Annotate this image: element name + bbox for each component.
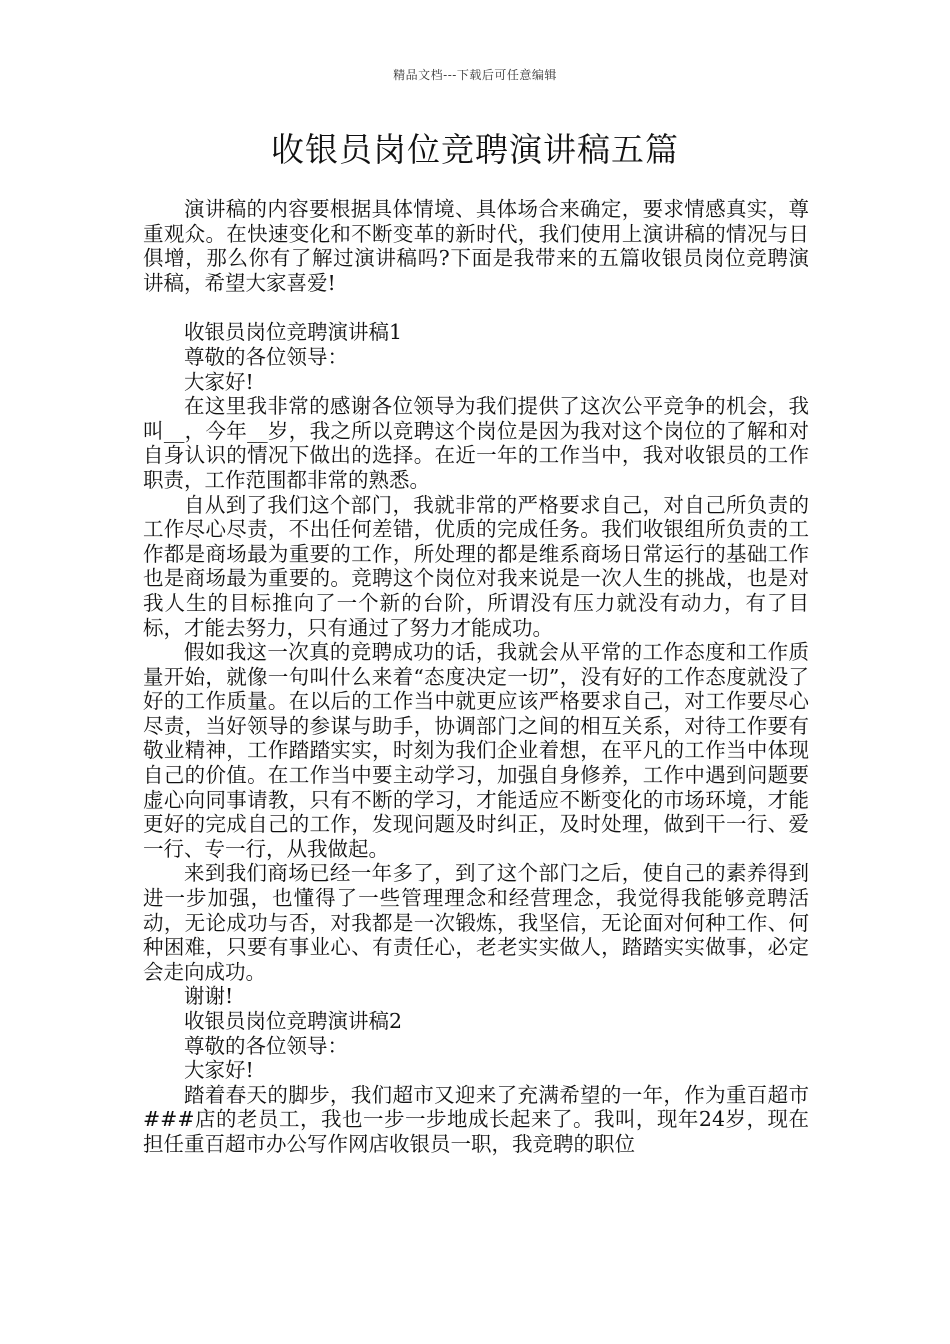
document-body <box>143 197 809 1157</box>
greeting: 大家好! <box>184 369 254 394</box>
page-title: 收银员岗位竞聘演讲稿五篇 <box>271 130 679 169</box>
body-paragraph: 踏着春天的脚步，我们超市又迎来了充满希望的一年，作为重百超市###店的老员工，我也一步一步地成长起来了。我叫，现年24岁，现在担任重百超市办公写作网店收银员一职，我竞聘的职位 <box>143 1082 809 1156</box>
body-paragraph: 自从到了我们这个部门，我就非常的严格要求自己，对自己所负责的工作尽心尽责，不出任何差错，优质的完成任务。我们收银组所负责的工作都是商场最为重要的工作，所处理的都是维系商场日常运行的基础工作也是商场最为重要的。竞聘这个岗位对我来说是一次人生的挑战，也是对我人生的目标推向了一个新的台阶，所谓没有压力就没有动力，有了目标，才能去努力，只有通过了努力才能成功。 <box>143 492 809 640</box>
section-heading-1: 收银员岗位竞聘演讲稿1 <box>184 320 403 345</box>
section-heading-2: 收银员岗位竞聘演讲稿2 <box>184 1009 403 1033</box>
body-paragraph: 来到我们商场已经一年多了，到了这个部门之后，使自己的素养得到进一步加强，也懂得了一些管理理念和经营理念，我觉得我能够竞聘活动，无论成功与否，对我都是一次锻炼，我坚信，无论面对何种工作、何种困难，只要有事业心、有责任心，老老实实做人，踏踏实实做事，必定会走向成功。 <box>143 861 809 984</box>
salutation: 尊敬的各位领导： <box>184 344 348 369</box>
greeting: 大家好! <box>184 1058 254 1083</box>
header-note: 精品文档---下载后可任意编辑 <box>393 68 557 82</box>
closing-thanks: 谢谢! <box>184 984 234 1009</box>
body-paragraph: 在这里我非常的感谢各位领导为我们提供了这次公平竞争的机会，我叫__，今年__岁，我之所以竞聘这个岗位是因为我对这个岗位的了解和对自身认识的情况下做出的选择。在近一年的工作当中，我对收银员的工作职责，工作范围都非常的熟悉。 <box>143 394 809 492</box>
salutation: 尊敬的各位领导： <box>184 1033 348 1058</box>
intro-paragraph: 演讲稿的内容要根据具体情境、具体场合来确定，要求情感真实，尊重观众。在快速变化和不断变革的新时代，我们使用上演讲稿的情况与日俱增，那么你有了解过演讲稿吗?下面是我带来的五篇收银员岗位竞聘演讲稿，希望大家喜爱! <box>143 197 809 295</box>
body-paragraph: 假如我这一次真的竞聘成功的话，我就会从平常的工作态度和工作质量开始，就像一句叫什么来着“态度决定一切”，没有好的工作态度就没了好的工作质量。在以后的工作当中就更应该严格要求自己，对工作要尽心尽责，当好领导的参谋与助手，协调部门之间的相互关系，对待工作要有敬业精神，工作踏踏实实，时刻为我们企业着想，在平凡的工作当中体现自己的价值。在工作当中要主动学习，加强自身修养，工作中遇到问题要虚心向同事请教，只有不断的学习，才能适应不断变化的市场环境，才能更好的完成自己的工作，发现问题及时纠正，及时处理，做到干一行、爱一行、专一行，从我做起。 <box>143 640 809 861</box>
